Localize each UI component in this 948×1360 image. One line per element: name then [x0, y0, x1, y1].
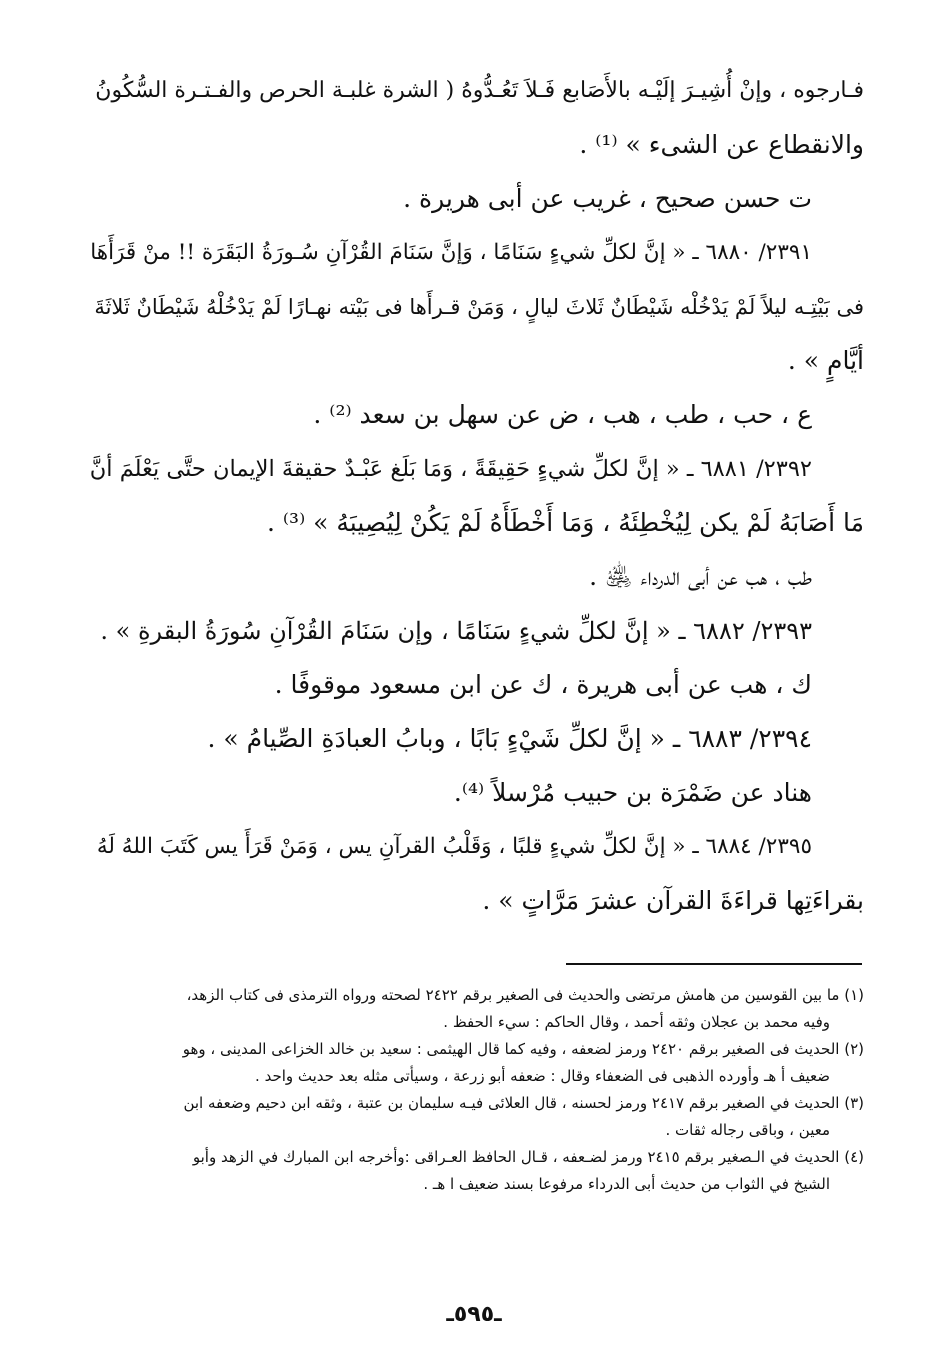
footnote-3: (٣) الحديث في الصغير برقم ٢٤١٧ ورمز لحسنه ، قال العلائى فيـه سليمان بن عتبة ، وثقه ابن دحيم وضعفه ابن [183, 1094, 864, 1112]
footnote-2: (٢) الحديث فى الصغير برقم ٢٤٢٠ ورمز لضعفه ، وفيه كما قال الهيثمى : سعيد بن خالد الخزاعى المدينى ، وهو [182, 1040, 864, 1058]
footnote-divider [566, 963, 862, 965]
text-line: والانقطاع عن الشىء » ⁽¹⁾ . [579, 130, 864, 159]
hadith-2393-line: ٢٣٩٣/ ٦٨٨٢ ـ « إنَّ لكلِّ شيءٍ سَنَامًا ، وإن سَنَامَ القُرْآنِ سُورَةُ البقرةِ » . [100, 617, 812, 645]
main-text [88, 64, 864, 928]
text-line: فى بَيْتِـه ليلاً لَمْ يَدْخُلْه شَيْطَانٌ ثَلاثَ ليالٍ ، وَمَنْ قـرأَها فى بَيْته نهـارًا لَمْ يَدْخُلْهُ شَيْطَانٌ ثَلاثَةَ [94, 295, 864, 319]
text-line: فـارجوه ، وإنْ أُشِيـرَ إلَيْـه بالأَصَابع فَـلاَ تَعُـدُّوهُ ( الشرة غلبـة الحرص والفـتـرة السُّكُونُ [95, 78, 864, 103]
hadith-2391-line: ٢٣٩١/ ٦٨٨٠ ـ « إنَّ لكلِّ شيءٍ سَنَامًا ، وَإنَّ سَنَامَ القُرْآنِ سُـورَةُ البَقَرَة !! منْ قَرَأَهَا [90, 240, 812, 265]
page-number: ـ٥٩٥ـ [446, 1302, 502, 1327]
footnote-4: (٤) الحديث في الـصغير برقم ٢٤١٥ ورمز لضـعفه ، قـال الحافظ العـراقى :وأخرجه ابن المبارك في الزهد وأبو [192, 1148, 864, 1166]
footnote-2-cont: ضعيف أ هـ وأورده الذهبى فى الضعفاء وقال : ضعفه أبو زرعة ، وسيأتى مثله بعد حديث واحد . [255, 1067, 830, 1085]
text-line: مَا أَصَابَهُ لَمْ يكن لِيُخْطِئَهُ ، وَمَا أَخْطَأَهُ لَمْ يَكُنْ لِيُصِيبَهُ » ⁽³⁾ . [267, 508, 864, 537]
hadith-2395-line: ٢٣٩٥/ ٦٨٨٤ ـ « إنَّ لكلِّ شيءٍ قلبًا ، وَقَلْبُ القرآنِ يس ، وَمَنْ قَرَأَ يس كَتَبَ اللهُ لَهُ [96, 834, 812, 859]
text-line: أيَّامٍ » . [787, 346, 864, 375]
source-line: ك ، هب عن أبى هريرة ، ك عن ابن مسعود موقوفًا . [274, 670, 812, 699]
footnote-4-cont: الشيخ في الثواب من حديث أبى الدرداء مرفوعا بسند ضعيف ا هـ . [423, 1175, 830, 1193]
text-line: بقراءَتِها قراءَةَ القرآن عشرَ مَرَّاتٍ » . [482, 886, 864, 915]
source-line: ع ، حب ، طب ، هب ، ض عن سهل بن سعد ⁽²⁾ . [313, 400, 812, 429]
footnote-1-cont: وفيه محمد بن عجلان وثقه أحمد ، وقال الحاكم : سيء الحفظ . [443, 1013, 830, 1031]
footnote-1: (١) ما بين القوسين من هامش مرتضى والحديث فى الصغير برقم ٢٤٢٢ لصحته ورواه الترمذى فى كتاب الزهد، [186, 986, 864, 1004]
source-line: هناد عن ضَمْرَة بن حبيب مُرْسلاً ⁽⁴⁾. [453, 778, 812, 807]
text-line: ت حسن صحيح ، غريب عن أبى هريرة . [403, 184, 812, 213]
hadith-2394-line: ٢٣٩٤/ ٦٨٨٣ ـ « إنَّ لكلِّ شَيْءٍ بَابًا ، وبابُ العبادَةِ الصِّيامُ » . [207, 724, 812, 753]
hadith-2392-line: ٢٣٩٢/ ٦٨٨١ ـ « إنَّ لكلِّ شيءٍ حَقِيقَةً ، وَمَا بَلَغ عَبْـدٌ حقيقةَ الإيمان حتَّى يَعْلَمَ أنَّ [89, 456, 812, 482]
footnotes [80, 982, 864, 1198]
footnote-3-cont: معين ، وباقى رجاله ثقات . [665, 1121, 830, 1139]
source-line: طب ، هب عن أبى الدرداء ﵁ . [589, 562, 812, 591]
